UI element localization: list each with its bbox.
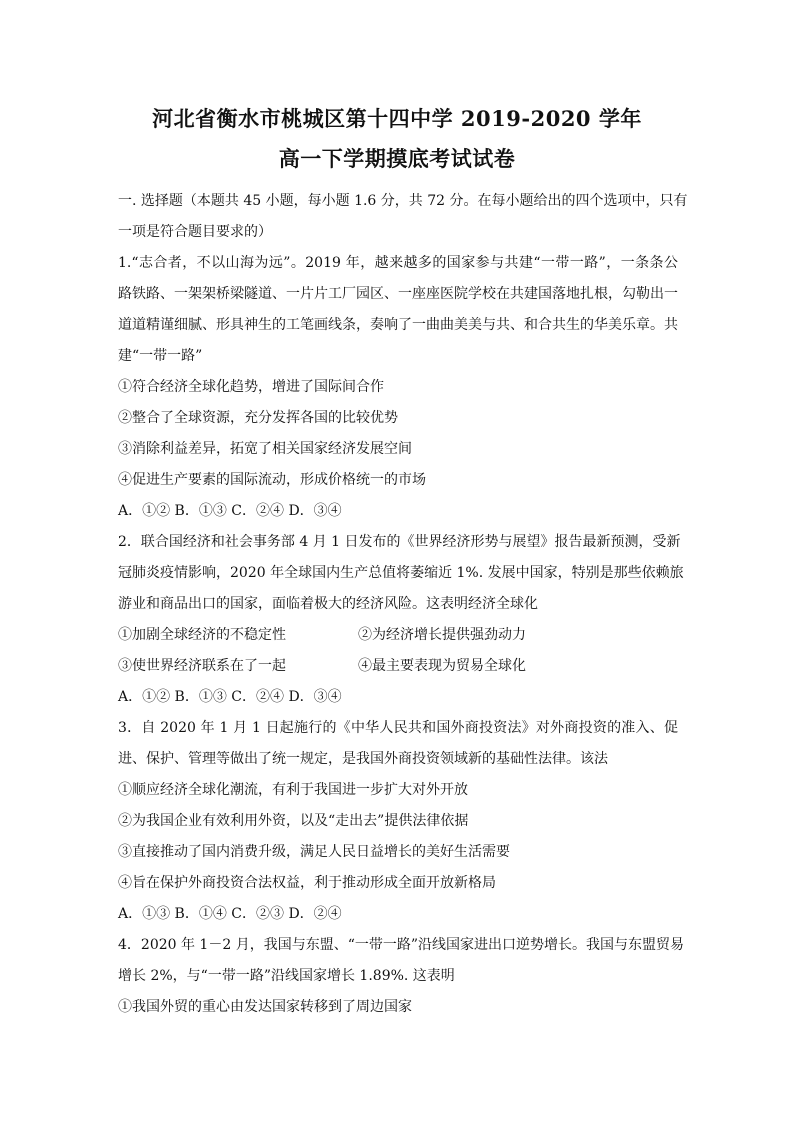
question-2-stem: 2．联合国经济和社会事务部 4 月 1 日发布的《世界经济形势与展望》报告最新预测，受新 (118, 534, 681, 550)
exam-content (118, 186, 688, 1023)
question-3-stem: 3．自 2020 年 1 月 1 日起施行的《中华人民共和国外商投资法》对外商投资的准入、促 (118, 720, 678, 736)
question-3-option: ④旨在保护外商投资合法权益，利于推动形成全面开放新格局 (118, 875, 496, 891)
exam-title-line1: 河北省衡水市桃城区第十四中学 2019-2020 学年 (152, 106, 642, 131)
exam-title-line2: 高一下学期摸底考试试卷 (278, 146, 516, 171)
question-1-option: ②整合了全球资源，充分发挥各国的比较优势 (118, 410, 398, 426)
question-1-stem: 建“一带一路” (118, 348, 203, 364)
question-1-option: ①符合经济全球化趋势，增进了国际间合作 (118, 379, 384, 395)
section-instruction: 一. 选择题（本题共 45 小题，每小题 1.6 分，共 72 分。在每小题给出的四个选项中，只有 (118, 193, 688, 209)
question-4-stem: 4．2020 年 1－2 月，我国与东盟、“一带一路”沿线国家进出口逆势增长。我国与东盟贸易 (118, 937, 685, 953)
section-instruction: 一项是符合题目要求的） (118, 224, 272, 240)
question-2-option: ②为经济增长提供强劲动力 (358, 627, 526, 643)
question-2-answers: A．①② B．①③ C．②④ D．③④ (118, 689, 342, 705)
question-2-option: ④最主要表现为贸易全球化 (358, 658, 526, 674)
question-3-answers: A．①③ B．①④ C．②③ D．②④ (118, 906, 342, 922)
question-2-stem: 游业和商品出口的国家，面临着极大的经济风险。这表明经济全球化 (118, 596, 538, 612)
question-3-option: ①顺应经济全球化潮流，有利于我国进一步扩大对外开放 (118, 782, 468, 798)
question-2-stem: 冠肺炎疫情影响，2020 年全球国内生产总值将萎缩近 1%. 发展中国家，特别是那些依赖旅 (118, 565, 684, 581)
question-2-option: ①加剧全球经济的不稳定性 (118, 627, 286, 643)
question-4-stem: 增长 2%，与“一带一路”沿线国家增长 1.89%. 这表明 (118, 968, 455, 984)
question-2-option-row (118, 620, 678, 651)
question-4-option: ①我国外贸的重心由发达国家转移到了周边国家 (118, 999, 412, 1015)
question-1-answers: A．①② B．①③ C．②④ D．③④ (118, 503, 342, 519)
question-1-option: ③消除利益差异，拓宽了相关国家经济发展空间 (118, 441, 412, 457)
question-3-option: ②为我国企业有效利用外资，以及“走出去”提供法律依据 (118, 813, 469, 829)
question-1-stem: 路铁路、一架架桥梁隧道、一片片工厂园区、一座座医院学校在共建国落地扎根，勾勒出一 (118, 286, 678, 302)
question-2-option-row (118, 651, 678, 682)
question-3-stem: 进、保护、管理等做出了统一规定，是我国外商投资领域新的基础性法律。该法 (118, 751, 608, 767)
question-3-option: ③直接推动了国内消费升级，满足人民日益增长的美好生活需要 (118, 844, 510, 860)
question-2-option: ③使世界经济联系在了一起 (118, 658, 286, 674)
question-1-stem: 1.“志合者，不以山海为远”。2019 年，越来越多的国家参与共建“一带一路”，一条条公 (118, 255, 678, 271)
question-1-stem: 道道精谨细腻、形具神生的工笔画线条，奏响了一曲曲美美与共、和合共生的华美乐章。共 (118, 317, 678, 333)
question-1-option: ④促进生产要素的国际流动，形成价格统一的市场 (118, 472, 426, 488)
